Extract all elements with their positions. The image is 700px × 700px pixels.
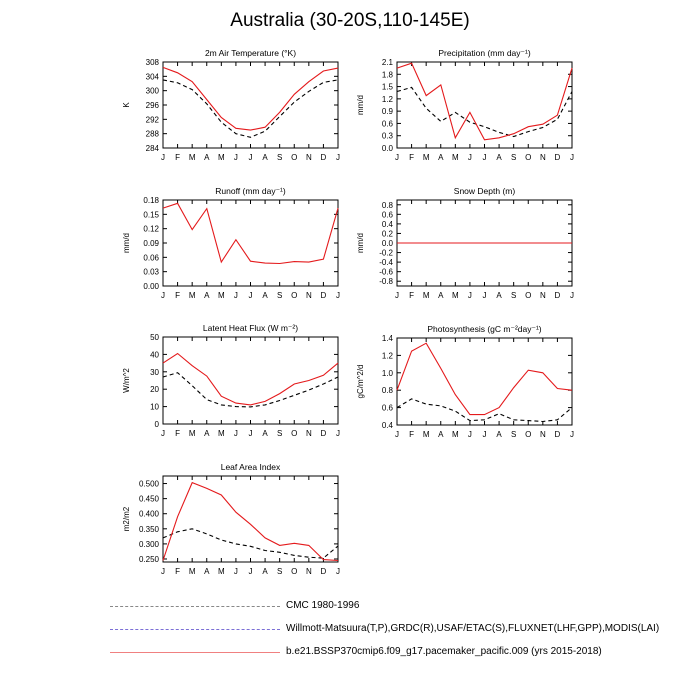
y-tick-label: 1.2	[381, 351, 393, 361]
x-tick-label: J	[395, 291, 399, 300]
y-tick-label: 1.4	[381, 334, 393, 343]
y-tick-label: 0.400	[138, 509, 159, 519]
y-tick-label: 308	[145, 58, 159, 67]
x-tick-label: J	[467, 291, 472, 300]
x-tick-label: M	[217, 153, 225, 162]
x-tick-label: J	[570, 153, 574, 162]
y-tick-label: 0.06	[143, 253, 159, 263]
x-tick-label: F	[175, 429, 181, 438]
y-tick-label: 30	[150, 367, 159, 377]
y-tick-label: 0.350	[138, 524, 159, 534]
x-tick-label: M	[451, 291, 459, 300]
x-tick-label: N	[305, 153, 312, 162]
legend-swatch	[110, 629, 280, 630]
y-tick-label: 0.6	[381, 119, 393, 129]
y-tick-label: 10	[150, 402, 159, 412]
x-tick-label: N	[539, 430, 546, 439]
y-tick-label: 0.3	[381, 131, 393, 141]
x-tick-label: J	[336, 291, 340, 300]
x-tick-label: J	[570, 291, 574, 300]
x-tick-label: O	[291, 153, 298, 162]
x-tick-label: A	[262, 567, 268, 576]
x-tick-label: M	[422, 430, 430, 439]
x-tick-label: A	[496, 430, 502, 439]
x-tick-label: J	[467, 153, 472, 162]
series-line-observed	[163, 373, 338, 407]
x-tick-label: M	[451, 430, 459, 439]
y-tick-label: 0.450	[138, 494, 159, 504]
y-tick-label: 0.4	[381, 219, 393, 229]
panel-title: Snow Depth (m)	[453, 186, 516, 196]
x-tick-label: J	[248, 153, 253, 162]
y-tick-label: 0	[154, 420, 159, 429]
y-tick-label: 2.1	[381, 58, 393, 67]
x-tick-label: J	[233, 153, 238, 162]
y-tick-label: -0.4	[379, 258, 393, 268]
series-line-observed	[397, 399, 572, 422]
x-tick-label: F	[409, 430, 415, 439]
y-tick-label: -0.6	[379, 267, 393, 277]
legend-label: b.e21.BSSP370cmip6.f09_g17.pacemaker_pacific.009 (yrs 2015-2018)	[286, 646, 602, 657]
y-tick-label: 20	[150, 385, 159, 395]
x-tick-label: O	[525, 291, 532, 300]
y-tick-label: 304	[145, 72, 159, 82]
y-tick-label: 1.0	[381, 368, 393, 378]
x-tick-label: S	[276, 291, 283, 300]
x-tick-label: D	[554, 153, 561, 162]
x-tick-label: O	[291, 429, 298, 438]
x-tick-label: S	[510, 430, 517, 439]
x-tick-label: J	[570, 430, 574, 439]
plot-frame	[163, 62, 338, 148]
y-tick-label: 0.00	[143, 282, 159, 291]
series-line-model	[397, 343, 572, 414]
x-tick-label: A	[262, 291, 268, 300]
x-tick-label: J	[233, 291, 238, 300]
x-tick-label: M	[188, 567, 196, 576]
x-tick-label: A	[262, 153, 268, 162]
x-tick-label: S	[276, 153, 283, 162]
x-tick-label: J	[161, 291, 165, 300]
legend-swatch	[110, 606, 280, 607]
x-tick-label: N	[305, 429, 312, 438]
y-tick-label: -0.2	[379, 248, 393, 258]
y-axis-label: mm/d	[356, 95, 365, 115]
legend-label: Willmott-Matsuura(T,P),GRDC(R),USAF/ETAC(S),FLUXNET(LHF,GPP),MODIS(LAI)	[286, 623, 660, 634]
x-tick-label: S	[276, 429, 283, 438]
x-tick-label: J	[336, 153, 340, 162]
x-tick-label: J	[336, 429, 340, 438]
x-tick-label: J	[161, 153, 165, 162]
y-tick-label: 0.03	[143, 267, 159, 277]
y-axis-label: mm/d	[122, 233, 131, 253]
legend-swatch	[110, 652, 280, 653]
y-axis-label: gC/m^2/d	[356, 364, 365, 399]
y-tick-label: 292	[145, 115, 159, 125]
y-tick-label: 0.2	[381, 229, 393, 239]
legend-entry-model	[110, 646, 670, 660]
x-tick-label: M	[451, 153, 459, 162]
x-tick-label: M	[217, 567, 225, 576]
series-line-model	[163, 67, 338, 130]
y-tick-label: 0.0	[381, 144, 393, 153]
x-tick-label: D	[554, 291, 561, 300]
y-tick-label: 0.6	[381, 210, 393, 220]
x-tick-label: N	[305, 567, 312, 576]
x-tick-label: D	[320, 567, 327, 576]
y-tick-label: 0.09	[143, 239, 159, 248]
x-tick-label: S	[510, 291, 517, 300]
x-tick-label: A	[204, 153, 210, 162]
x-tick-label: M	[217, 291, 225, 300]
x-tick-label: A	[496, 153, 502, 162]
y-tick-label: 1.8	[381, 70, 393, 80]
legend-entry-obs	[110, 623, 670, 637]
series-line-model	[163, 354, 338, 405]
y-tick-label: 0.250	[138, 554, 159, 564]
plot-frame	[397, 338, 572, 425]
panel-title: Leaf Area Index	[220, 462, 281, 472]
x-tick-label: D	[320, 291, 327, 300]
panel-title: Runoff (mm day⁻¹)	[215, 186, 286, 196]
series-line-observed	[163, 529, 338, 558]
x-tick-label: O	[525, 153, 532, 162]
y-tick-label: 0.4	[381, 421, 393, 430]
y-tick-label: 0.300	[138, 539, 159, 549]
series-line-observed	[163, 80, 338, 137]
x-tick-label: J	[248, 291, 253, 300]
x-tick-label: M	[188, 153, 196, 162]
x-tick-label: D	[320, 429, 327, 438]
panel-title: 2m Air Temperature (°K)	[204, 48, 297, 58]
y-tick-label: 0.12	[143, 224, 159, 234]
x-tick-label: N	[539, 153, 546, 162]
legend-label: CMC 1980-1996	[286, 600, 360, 611]
y-tick-label: 0.6	[381, 403, 393, 413]
x-tick-label: J	[336, 567, 340, 576]
x-tick-label: M	[188, 429, 196, 438]
x-tick-label: O	[291, 567, 298, 576]
y-axis-label: m2/m2	[122, 506, 131, 532]
y-tick-label: 0.0	[381, 239, 393, 248]
x-tick-label: A	[438, 430, 444, 439]
x-tick-label: D	[554, 430, 561, 439]
x-tick-label: S	[510, 153, 517, 162]
panel-title: Precipitation (mm day⁻¹)	[438, 48, 531, 58]
panel-title: Latent Heat Flux (W m⁻²)	[202, 323, 299, 333]
x-tick-label: M	[217, 429, 225, 438]
plot-frame	[163, 337, 338, 424]
page-title: Australia (30-20S,110-145E)	[230, 10, 470, 31]
x-tick-label: M	[188, 291, 196, 300]
x-tick-label: J	[161, 429, 165, 438]
x-tick-label: J	[482, 153, 487, 162]
x-tick-label: J	[248, 429, 253, 438]
x-tick-label: M	[422, 291, 430, 300]
series-line-observed	[397, 87, 572, 136]
x-tick-label: O	[291, 291, 298, 300]
x-tick-label: N	[305, 291, 312, 300]
y-tick-label: 1.2	[381, 94, 393, 104]
y-axis-label: mm/d	[356, 233, 365, 253]
y-tick-label: 50	[150, 333, 159, 342]
panel-title: Photosynthesis (gC m⁻²day⁻¹)	[427, 324, 542, 334]
y-tick-label: 300	[145, 86, 159, 96]
x-tick-label: D	[320, 153, 327, 162]
y-tick-label: 40	[150, 350, 159, 360]
x-tick-label: N	[539, 291, 546, 300]
y-tick-label: 0.18	[143, 196, 159, 205]
plot-frame	[163, 200, 338, 286]
x-tick-label: O	[525, 430, 532, 439]
x-tick-label: A	[438, 291, 444, 300]
y-axis-label: W/m^2	[122, 368, 131, 393]
y-tick-label: 284	[145, 144, 159, 153]
x-tick-label: J	[482, 430, 487, 439]
x-tick-label: J	[233, 429, 238, 438]
x-tick-label: A	[204, 567, 210, 576]
x-tick-label: J	[395, 430, 399, 439]
y-tick-label: -0.8	[379, 277, 393, 287]
y-tick-label: 1.5	[381, 82, 393, 92]
series-line-model	[163, 483, 338, 561]
series-line-model	[163, 203, 338, 263]
x-tick-label: A	[262, 429, 268, 438]
x-tick-label: A	[496, 291, 502, 300]
y-tick-label: 296	[145, 101, 159, 110]
y-axis-label: K	[122, 102, 131, 108]
y-tick-label: 288	[145, 129, 159, 139]
y-tick-label: 0.500	[138, 479, 159, 489]
x-tick-label: M	[422, 153, 430, 162]
x-tick-label: J	[395, 153, 399, 162]
y-tick-label: 0.15	[143, 210, 159, 220]
x-tick-label: A	[438, 153, 444, 162]
x-tick-label: J	[161, 567, 165, 576]
x-tick-label: F	[175, 291, 181, 300]
y-tick-label: 0.8	[381, 200, 393, 210]
x-tick-label: A	[204, 291, 210, 300]
x-tick-label: J	[467, 430, 472, 439]
y-tick-label: 0.8	[381, 386, 393, 396]
x-tick-label: J	[248, 567, 253, 576]
x-tick-label: J	[233, 567, 238, 576]
x-tick-label: A	[204, 429, 210, 438]
x-tick-label: J	[482, 291, 487, 300]
x-tick-label: S	[276, 567, 283, 576]
legend-entry-cmc	[110, 600, 670, 614]
x-tick-label: F	[175, 567, 181, 576]
series-line-model	[397, 63, 572, 140]
x-tick-label: F	[175, 153, 181, 162]
x-tick-label: F	[409, 291, 415, 300]
x-tick-label: F	[409, 153, 415, 162]
y-tick-label: 0.9	[381, 107, 393, 117]
